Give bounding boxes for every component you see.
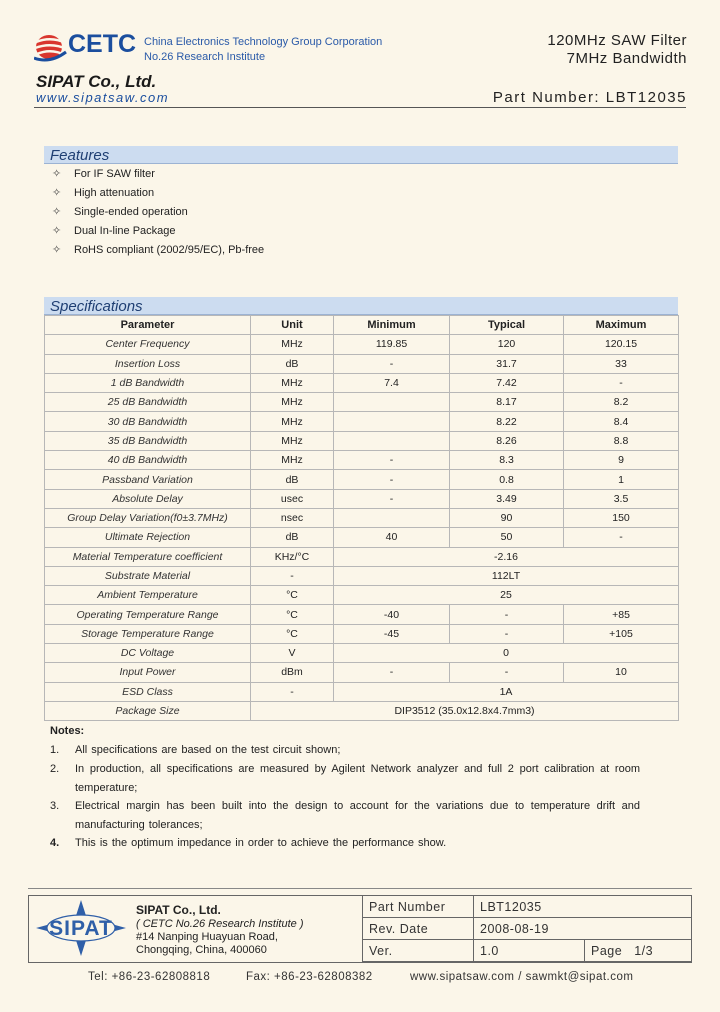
value-cell: 50: [450, 528, 564, 547]
parameter-cell: 30 dB Bandwidth: [45, 412, 251, 431]
value-cell: [334, 393, 450, 412]
table-header-row: [45, 316, 679, 335]
value-cell: 33: [564, 354, 679, 373]
sipat-logo: [32, 898, 130, 958]
parameter-cell: ESD Class: [45, 682, 251, 701]
version-value: 1.0: [474, 940, 585, 962]
table-row: [45, 335, 679, 354]
value-cell: dB: [251, 528, 334, 547]
table-row: [363, 918, 692, 940]
footer-divider: [28, 888, 692, 889]
feature-item: [52, 167, 155, 180]
table-row: [45, 701, 679, 720]
table-row: [45, 508, 679, 527]
value-cell: [334, 412, 450, 431]
value-cell: -: [564, 373, 679, 392]
company-name: SIPAT Co., Ltd.: [36, 72, 157, 91]
value-cell: -: [450, 624, 564, 643]
parameter-cell: 1 dB Bandwidth: [45, 373, 251, 392]
value-cell: -: [334, 489, 450, 508]
value-cell: -: [450, 663, 564, 682]
specifications-table: [44, 315, 679, 721]
note-text: This is the optimum impedance in order to achieve the performance show.: [75, 837, 447, 849]
features-heading: Features: [44, 146, 678, 164]
value-cell: -45: [334, 624, 450, 643]
column-header: Minimum: [334, 316, 450, 335]
feature-text: High attenuation: [74, 187, 155, 199]
parameter-cell: Ambient Temperature: [45, 586, 251, 605]
footer-company: SIPAT Co., Ltd.: [136, 903, 221, 917]
note-number: 2.: [50, 763, 60, 775]
table-row: [363, 940, 692, 962]
value-cell: °C: [251, 605, 334, 624]
table-row: [45, 451, 679, 470]
parameter-cell: DC Voltage: [45, 644, 251, 663]
value-cell: usec: [251, 489, 334, 508]
value-cell: 0.8: [450, 470, 564, 489]
feature-item: [52, 243, 264, 256]
diamond-bullet-icon: ✧: [52, 244, 62, 256]
value-cell: -: [334, 663, 450, 682]
org-name: China Electronics Technology Group Corporation: [144, 36, 383, 48]
value-cell: -: [251, 566, 334, 585]
parameter-cell: Operating Temperature Range: [45, 605, 251, 624]
value-cell: 3.49: [450, 489, 564, 508]
value-cell: 40: [334, 528, 450, 547]
page-number: 1/3: [634, 943, 654, 958]
diamond-bullet-icon: ✧: [52, 206, 62, 218]
specifications-heading: Specifications: [44, 297, 678, 315]
website-link[interactable]: www.sipatsaw.com: [36, 90, 170, 105]
value-cell: 8.22: [450, 412, 564, 431]
parameter-cell: 40 dB Bandwidth: [45, 451, 251, 470]
value-cell: 90: [450, 508, 564, 527]
footer-institute: ( CETC No.26 Research Institute ): [136, 918, 304, 930]
part-number-value: LBT12035: [474, 896, 692, 918]
note-item: [50, 834, 640, 853]
value-cell: 1A: [334, 682, 679, 701]
value-cell: 8.8: [564, 431, 679, 450]
rev-date-value: 2008-08-19: [474, 918, 692, 940]
parameter-cell: Center Frequency: [45, 335, 251, 354]
table-row: [45, 431, 679, 450]
diamond-bullet-icon: ✧: [52, 168, 62, 180]
footer-fax: Fax: +86-23-62808382: [246, 971, 373, 983]
value-cell: DIP3512 (35.0x12.8x4.7mm3): [251, 701, 679, 720]
value-cell: [334, 431, 450, 450]
value-cell: °C: [251, 586, 334, 605]
value-cell: [334, 508, 450, 527]
value-cell: MHz: [251, 373, 334, 392]
page-label: Page: [591, 943, 623, 958]
table-row: [45, 566, 679, 585]
value-cell: °C: [251, 624, 334, 643]
feature-item: [52, 224, 176, 237]
table-row: [45, 547, 679, 566]
note-number: 4.: [50, 837, 60, 849]
table-row: [45, 489, 679, 508]
note-text: In production, all specifications are measured by Agilent Network analyzer and full 2 port calibration at room temperature;: [75, 763, 640, 794]
table-row: [45, 644, 679, 663]
page-cell: [585, 940, 692, 962]
version-label: Ver.: [363, 940, 474, 962]
value-cell: 0: [334, 644, 679, 663]
note-number: 1.: [50, 744, 60, 756]
value-cell: 150: [564, 508, 679, 527]
value-cell: -: [564, 528, 679, 547]
rev-date-label: Rev. Date: [363, 918, 474, 940]
value-cell: 8.2: [564, 393, 679, 412]
note-item: [50, 741, 640, 760]
value-cell: MHz: [251, 393, 334, 412]
note-number: 3.: [50, 800, 60, 812]
table-row: [45, 393, 679, 412]
cetc-brand: CETC: [68, 30, 137, 58]
product-title: 120MHz SAW Filter: [547, 32, 687, 49]
value-cell: -: [334, 470, 450, 489]
parameter-cell: Absolute Delay: [45, 489, 251, 508]
column-header: Typical: [450, 316, 564, 335]
cetc-logo: [34, 30, 137, 64]
value-cell: -2.16: [334, 547, 679, 566]
parameter-cell: Group Delay Variation(f0±3.7MHz): [45, 508, 251, 527]
notes-heading: Notes:: [50, 725, 85, 737]
feature-text: For IF SAW filter: [74, 168, 155, 180]
table-row: [45, 663, 679, 682]
value-cell: 31.7: [450, 354, 564, 373]
parameter-cell: Input Power: [45, 663, 251, 682]
table-row: [45, 682, 679, 701]
value-cell: MHz: [251, 412, 334, 431]
footer-tel: Tel: +86-23-62808818: [88, 971, 211, 983]
value-cell: KHz/°C: [251, 547, 334, 566]
value-cell: 9: [564, 451, 679, 470]
value-cell: V: [251, 644, 334, 663]
footer-address-line2: Chongqing, China, 400060: [136, 944, 267, 956]
column-header: Maximum: [564, 316, 679, 335]
table-row: [45, 470, 679, 489]
value-cell: MHz: [251, 335, 334, 354]
feature-item: [52, 186, 154, 199]
note-text: All specifications are based on the test circuit shown;: [75, 744, 341, 756]
value-cell: MHz: [251, 451, 334, 470]
value-cell: 112LT: [334, 566, 679, 585]
part-number-label: Part Number: [363, 896, 474, 918]
value-cell: 7.4: [334, 373, 450, 392]
note-text: Electrical margin has been built into the design to account for the variations due to temperature drift and manufacturing tolerances;: [75, 800, 640, 831]
cetc-globe-icon: [34, 30, 68, 64]
value-cell: 119.85: [334, 335, 450, 354]
footer-web-email[interactable]: www.sipatsaw.com / sawmkt@sipat.com: [410, 971, 634, 983]
footer-address-line1: #14 Nanping Huayuan Road,: [136, 931, 278, 943]
product-bandwidth: 7MHz Bandwidth: [566, 50, 687, 67]
note-item: [50, 760, 640, 798]
value-cell: 7.42: [450, 373, 564, 392]
value-cell: nsec: [251, 508, 334, 527]
part-number-heading: Part Number: LBT12035: [492, 89, 687, 106]
value-cell: dB: [251, 470, 334, 489]
parameter-cell: Storage Temperature Range: [45, 624, 251, 643]
value-cell: 120.15: [564, 335, 679, 354]
parameter-cell: Ultimate Rejection: [45, 528, 251, 547]
column-header: Parameter: [45, 316, 251, 335]
feature-text: Single-ended operation: [74, 206, 188, 218]
value-cell: 1: [564, 470, 679, 489]
parameter-cell: Substrate Material: [45, 566, 251, 585]
value-cell: -: [251, 682, 334, 701]
feature-text: RoHS compliant (2002/95/EC), Pb-free: [74, 244, 265, 256]
value-cell: +105: [564, 624, 679, 643]
sipat-logo-text: SIPAT: [49, 917, 113, 940]
value-cell: dBm: [251, 663, 334, 682]
column-header: Unit: [251, 316, 334, 335]
header-divider: [34, 107, 686, 108]
parameter-cell: Package Size: [45, 701, 251, 720]
table-row: [45, 624, 679, 643]
value-cell: +85: [564, 605, 679, 624]
parameter-cell: 35 dB Bandwidth: [45, 431, 251, 450]
table-row: [45, 354, 679, 373]
table-row: [45, 586, 679, 605]
table-row: [45, 412, 679, 431]
table-row: [45, 605, 679, 624]
parameter-cell: Material Temperature coefficient: [45, 547, 251, 566]
value-cell: -: [334, 354, 450, 373]
value-cell: 8.3: [450, 451, 564, 470]
parameter-cell: 25 dB Bandwidth: [45, 393, 251, 412]
value-cell: 3.5: [564, 489, 679, 508]
feature-item: [52, 205, 188, 218]
note-item: [50, 797, 640, 835]
value-cell: 25: [334, 586, 679, 605]
value-cell: MHz: [251, 431, 334, 450]
value-cell: dB: [251, 354, 334, 373]
parameter-cell: Insertion Loss: [45, 354, 251, 373]
org-institute: No.26 Research Institute: [144, 51, 266, 63]
value-cell: -: [450, 605, 564, 624]
value-cell: -40: [334, 605, 450, 624]
value-cell: -: [334, 451, 450, 470]
diamond-bullet-icon: ✧: [52, 187, 62, 199]
value-cell: 120: [450, 335, 564, 354]
feature-text: Dual In-line Package: [74, 225, 176, 237]
table-row: [45, 373, 679, 392]
table-row: [45, 528, 679, 547]
value-cell: 8.4: [564, 412, 679, 431]
diamond-bullet-icon: ✧: [52, 225, 62, 237]
value-cell: 8.26: [450, 431, 564, 450]
footer-doc-table: [362, 895, 692, 962]
parameter-cell: Passband Variation: [45, 470, 251, 489]
value-cell: 10: [564, 663, 679, 682]
value-cell: 8.17: [450, 393, 564, 412]
table-row: [363, 896, 692, 918]
